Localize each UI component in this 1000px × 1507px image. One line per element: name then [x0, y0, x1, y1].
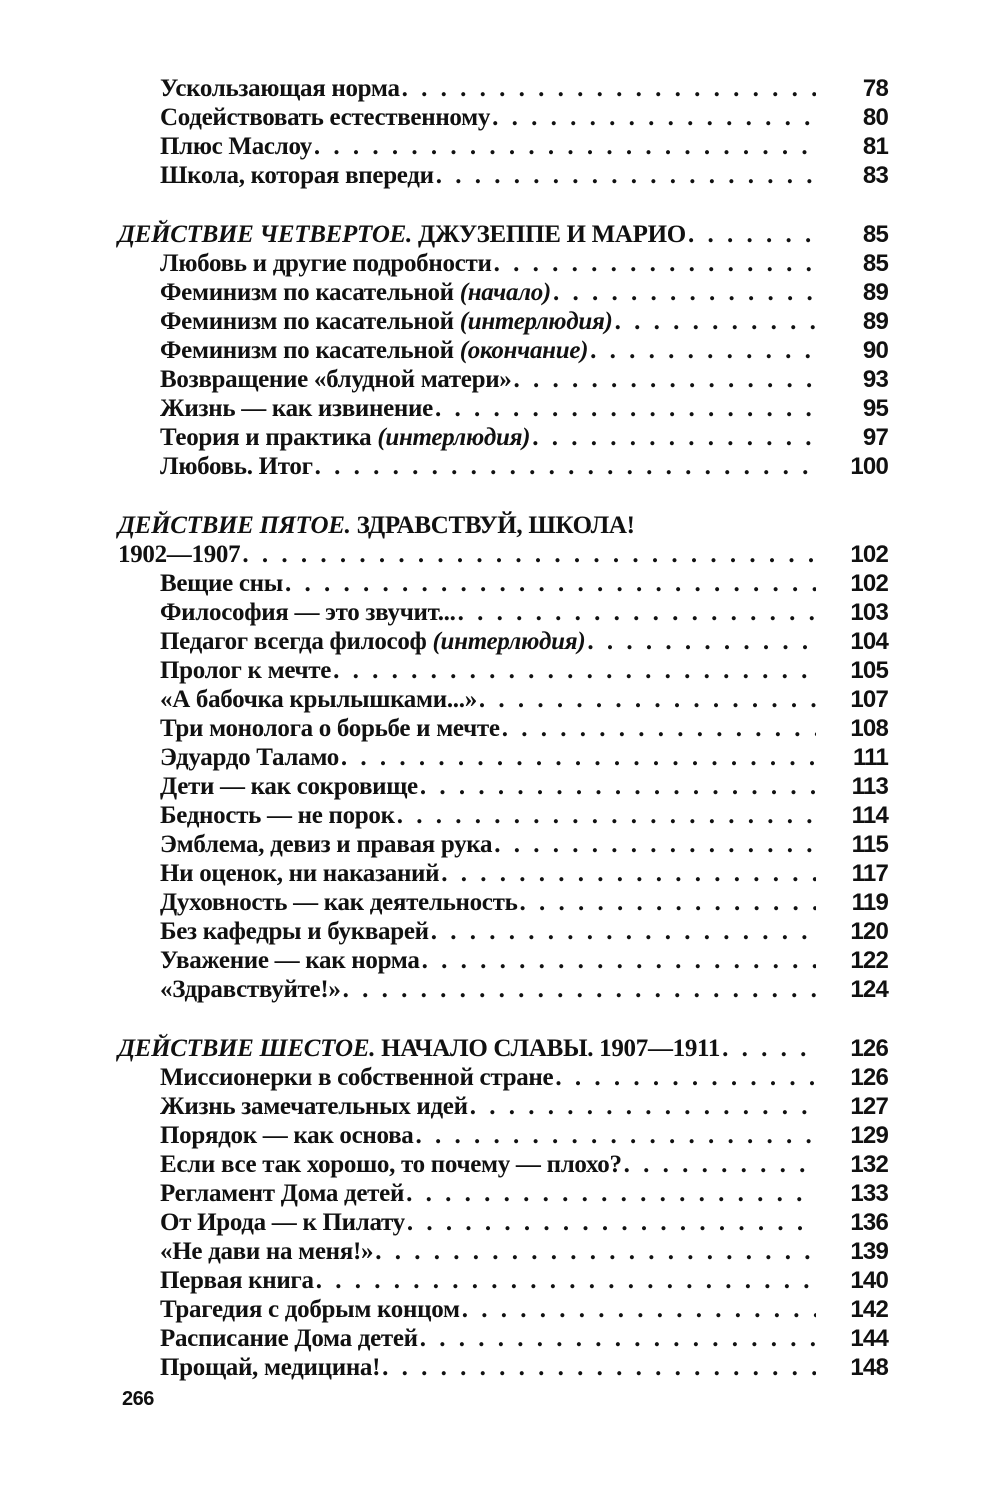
toc-entry-title-part: «Не дави на меня!» [160, 1238, 374, 1265]
toc-chapter-heading [118, 1034, 888, 1063]
toc-entry-title-part: Трагедия с добрым концом [160, 1296, 460, 1323]
toc-entry-title-part: ЗДРАВСТВУЙ, ШКОЛА! [350, 512, 635, 539]
dot-leader [441, 859, 816, 888]
dot-leader [407, 1208, 816, 1237]
page-number: 266 [122, 1388, 154, 1410]
dot-leader [416, 1121, 817, 1150]
toc-page-number: 89 [862, 308, 888, 335]
toc-chapter-heading [118, 511, 888, 540]
toc-page-number: 81 [862, 133, 888, 160]
toc-entry-title [160, 1150, 622, 1179]
dot-leader [494, 249, 816, 278]
toc-entry-title [160, 161, 434, 190]
toc-entry-title [118, 220, 686, 249]
toc-page-number: 111 [853, 744, 888, 771]
toc-chapter-heading [118, 540, 888, 569]
toc-entry-title-part: (интерлюдия) [377, 424, 531, 451]
dot-leader [382, 1353, 816, 1382]
toc-entry-title-part: Ускользающая норма [160, 75, 400, 102]
toc-page-number: 136 [850, 1209, 888, 1236]
toc-entry [118, 743, 888, 772]
toc-entry [118, 975, 888, 1004]
toc-page-number: 97 [862, 424, 888, 451]
toc-page-number: 105 [850, 657, 888, 684]
dot-leader [458, 598, 816, 627]
toc-entry-title [160, 103, 490, 132]
toc-page-number: 140 [850, 1267, 888, 1294]
dot-leader [492, 103, 816, 132]
toc-entry [118, 249, 888, 278]
dot-leader [341, 743, 816, 772]
toc-entry [118, 1295, 888, 1324]
toc-entry-title [118, 511, 635, 540]
toc-entry-title-part: ДЕЙСТВИЕ ПЯТОЕ. [118, 512, 351, 539]
toc-entry-title-part: Возвращение «блудной матери» [160, 366, 512, 393]
toc-entry-title-part: ДЕЙСТВИЕ ЧЕТВЕРТОЕ. [118, 221, 413, 248]
dot-leader [520, 888, 817, 917]
dot-leader [316, 1266, 816, 1295]
toc-entry-title-part: Уважение — как норма [160, 947, 420, 974]
toc-page-number: 80 [862, 104, 888, 131]
toc-page-number: 132 [850, 1151, 888, 1178]
toc-entry-title-part: Пролог к мечте [160, 657, 332, 684]
toc-page-number: 129 [850, 1122, 888, 1149]
dot-leader [436, 161, 816, 190]
toc-page-number: 144 [850, 1325, 888, 1352]
toc-entry-title [160, 423, 530, 452]
toc-entry [118, 1063, 888, 1092]
toc-entry [118, 1237, 888, 1266]
toc-page-number: 124 [850, 976, 888, 1003]
toc-entry-title [160, 336, 588, 365]
dot-leader [514, 365, 816, 394]
toc-entry-title-part: Любовь и другие подробности [160, 250, 492, 277]
toc-entry-title [160, 1324, 418, 1353]
toc-entry [118, 1266, 888, 1295]
toc-entry-title [160, 1237, 373, 1266]
toc-entry-title [160, 394, 433, 423]
toc-entry-title-part: Первая книга [160, 1267, 314, 1294]
toc-page-number: 114 [851, 802, 888, 829]
toc-entry-title-part: ДЖУЗЕППЕ И МАРИО [412, 221, 686, 248]
toc-entry-title-part: 1902—1907 [118, 541, 241, 568]
toc-entry [118, 598, 888, 627]
toc-entry-title [160, 801, 395, 830]
toc-page-number: 107 [850, 686, 888, 713]
toc-page-number: 95 [862, 395, 888, 422]
toc-entry-title-part: (интерлюдия) [432, 628, 586, 655]
toc-entry-title-part: Расписание Дома детей [160, 1325, 418, 1352]
toc-entry [118, 423, 888, 452]
toc-page-number: 102 [850, 541, 888, 568]
toc-entry-title-part: Без кафедры и букварей [160, 918, 429, 945]
toc-entry [118, 917, 888, 946]
toc-entry [118, 714, 888, 743]
toc-entry-title-part: Феминизм по касательной [160, 337, 460, 364]
toc-entry-title [160, 743, 339, 772]
dot-leader [532, 423, 816, 452]
toc-entry-title-part: От Ирода — к Пилату [160, 1209, 405, 1236]
toc-entry-title-part: Теория и практика [160, 424, 378, 451]
toc-entry-title-part: (окончание) [459, 337, 589, 364]
dot-leader [285, 569, 816, 598]
toc-entry [118, 74, 888, 103]
toc-page-number: 126 [850, 1064, 888, 1091]
toc-entry [118, 1324, 888, 1353]
toc-entry [118, 103, 888, 132]
toc-page-number: 85 [862, 250, 888, 277]
toc-entry [118, 278, 888, 307]
toc-entry [118, 1150, 888, 1179]
dot-leader [420, 1324, 816, 1353]
toc-page-number: 113 [851, 773, 888, 800]
toc-entry-title [160, 975, 341, 1004]
toc-entry-title [160, 74, 400, 103]
toc-entry-title [118, 1034, 720, 1063]
toc-entry-title-part: Философия — это звучит... [160, 599, 456, 626]
toc-entry-title-part: Педагог всегда философ [160, 628, 433, 655]
toc-entry-title [160, 859, 439, 888]
toc-entry-title-part: Порядок — как основа [160, 1122, 414, 1149]
dot-leader [555, 1063, 816, 1092]
toc-page-number: 139 [850, 1238, 888, 1265]
toc-page-number: 103 [850, 599, 888, 626]
toc-entry-title-part: Прощай, медицина! [160, 1354, 381, 1381]
toc-page-number: 117 [851, 860, 888, 887]
dot-leader [587, 627, 816, 656]
toc-section [118, 511, 888, 1004]
dot-leader [397, 801, 816, 830]
toc-section [118, 1034, 888, 1382]
toc-page-number: 83 [862, 162, 888, 189]
toc-entry [118, 1208, 888, 1237]
toc-page-number: 142 [850, 1296, 888, 1323]
toc-entry [118, 336, 888, 365]
toc-entry-title [160, 307, 613, 336]
toc-entry-title [160, 365, 512, 394]
toc-entry-title [160, 249, 492, 278]
toc-entry-title [160, 598, 456, 627]
toc-page-number: 100 [850, 453, 888, 480]
toc-entry-title [160, 917, 429, 946]
toc-entry-title-part: Духовность — как деятельность [160, 889, 518, 916]
toc-entry-title [160, 1295, 460, 1324]
toc-entry [118, 772, 888, 801]
toc-page-number: 89 [862, 279, 888, 306]
toc-entry-title-part: Если все так хорошо, то почему — плохо? [160, 1151, 622, 1178]
dot-leader [462, 1295, 816, 1324]
toc-entry-title-part: Феминизм по касательной [160, 308, 460, 335]
toc-entry-title-part: Плюс Маслоу [160, 133, 312, 160]
dot-leader [553, 278, 816, 307]
toc-entry-title [160, 627, 585, 656]
toc-page-number: 120 [850, 918, 888, 945]
toc-entry [118, 452, 888, 481]
toc-page-number: 90 [862, 337, 888, 364]
toc-entry [118, 365, 888, 394]
toc-entry [118, 656, 888, 685]
dot-leader [502, 714, 816, 743]
toc-page-number: 115 [851, 831, 888, 858]
toc-page-number: 102 [850, 570, 888, 597]
toc-entry-title-part: (начало) [459, 279, 551, 306]
toc-entry-title [160, 685, 477, 714]
toc-entry-title [160, 656, 331, 685]
toc-entry-title [160, 1266, 314, 1295]
toc-page-number: 78 [862, 75, 888, 102]
toc-entry-title-part: Любовь. Итог [160, 453, 313, 480]
toc-entry [118, 946, 888, 975]
dot-leader [375, 1237, 816, 1266]
dot-leader [624, 1150, 816, 1179]
toc-entry [118, 627, 888, 656]
toc-entry-title [160, 888, 518, 917]
dot-leader [688, 220, 816, 249]
toc-entry [118, 161, 888, 190]
toc-entry-title [160, 1121, 414, 1150]
dot-leader [479, 685, 816, 714]
dot-leader [315, 452, 816, 481]
toc-entry-title-part: Эдуардо Таламо [160, 744, 339, 771]
toc-entry [118, 685, 888, 714]
toc-page-number: 104 [850, 628, 888, 655]
toc-chapter-heading [118, 220, 888, 249]
toc-entry-title [160, 714, 500, 743]
toc-entry-title [160, 452, 313, 481]
toc-entry [118, 859, 888, 888]
toc-page-number: 133 [850, 1180, 888, 1207]
toc-entry-title-part: «А бабочка крылышками...» [160, 686, 477, 713]
dot-leader [722, 1034, 816, 1063]
toc-entry-title [160, 132, 312, 161]
dot-leader [333, 656, 816, 685]
toc-entry-title-part: Жизнь — как извинение [160, 395, 433, 422]
toc-section [118, 74, 888, 190]
toc-section [118, 220, 888, 481]
toc-page-number: 148 [850, 1354, 888, 1381]
toc-entry-title [160, 830, 492, 859]
toc-entry-title-part: Бедность — не порок [160, 802, 395, 829]
toc-entry [118, 132, 888, 161]
toc-entry-title-part: Регламент Дома детей [160, 1180, 405, 1207]
toc-entry-title-part: «Здравствуйте!» [160, 976, 341, 1003]
toc-entry-title-part: Вещие сны [160, 570, 283, 597]
dot-leader [431, 917, 816, 946]
toc-entry [118, 1353, 888, 1382]
toc-entry [118, 888, 888, 917]
toc-entry-title-part: Школа, которая впереди [160, 162, 434, 189]
toc-page-number: 119 [851, 889, 888, 916]
dot-leader [314, 132, 816, 161]
toc-entry [118, 1092, 888, 1121]
toc-entry-title [160, 1063, 553, 1092]
toc-entry-title-part: Дети — как сокровище [160, 773, 418, 800]
table-of-contents [118, 74, 888, 1382]
toc-entry-title [160, 278, 551, 307]
toc-entry-title-part: Три монолога о борьбе и мечте [160, 715, 500, 742]
dot-leader [435, 394, 816, 423]
toc-entry-title [160, 1353, 380, 1382]
dot-leader [470, 1092, 816, 1121]
dot-leader [343, 975, 816, 1004]
toc-entry [118, 830, 888, 859]
toc-entry [118, 1179, 888, 1208]
toc-entry [118, 569, 888, 598]
toc-entry-title [118, 540, 240, 569]
toc-page-number: 126 [850, 1035, 888, 1062]
toc-page-number: 93 [862, 366, 888, 393]
toc-entry-title-part: Феминизм по касательной [160, 279, 460, 306]
toc-entry-title [160, 1092, 468, 1121]
toc-entry [118, 801, 888, 830]
toc-entry [118, 394, 888, 423]
dot-leader [402, 74, 816, 103]
dot-leader [494, 830, 816, 859]
toc-page-number: 108 [850, 715, 888, 742]
toc-entry-title-part: ДЕЙСТВИЕ ШЕСТОЕ. [118, 1035, 376, 1062]
toc-page-number: 85 [862, 221, 888, 248]
dot-leader [242, 540, 816, 569]
toc-entry-title-part: (интерлюдия) [459, 308, 613, 335]
toc-entry-title-part: Содействовать естественному [160, 104, 491, 131]
dot-leader [406, 1179, 816, 1208]
dot-leader [615, 307, 816, 336]
toc-entry-title [160, 1208, 405, 1237]
dot-leader [590, 336, 816, 365]
toc-entry-title-part: Ни оценок, ни наказаний [160, 860, 440, 887]
toc-entry-title [160, 569, 283, 598]
dot-leader [420, 772, 816, 801]
dot-leader [422, 946, 816, 975]
toc-entry-title-part: НАЧАЛО СЛАВЫ. 1907—1911 [375, 1035, 721, 1062]
toc-entry [118, 1121, 888, 1150]
toc-entry-title [160, 946, 420, 975]
toc-entry-title [160, 772, 418, 801]
toc-entry [118, 307, 888, 336]
toc-entry-title-part: Жизнь замечательных идей [160, 1093, 468, 1120]
toc-entry-title [160, 1179, 404, 1208]
toc-page-number: 122 [850, 947, 888, 974]
toc-entry-title-part: Миссионерки в собственной стране [160, 1064, 554, 1091]
toc-page-number: 127 [850, 1093, 888, 1120]
toc-entry-title-part: Эмблема, девиз и правая рука [160, 831, 493, 858]
